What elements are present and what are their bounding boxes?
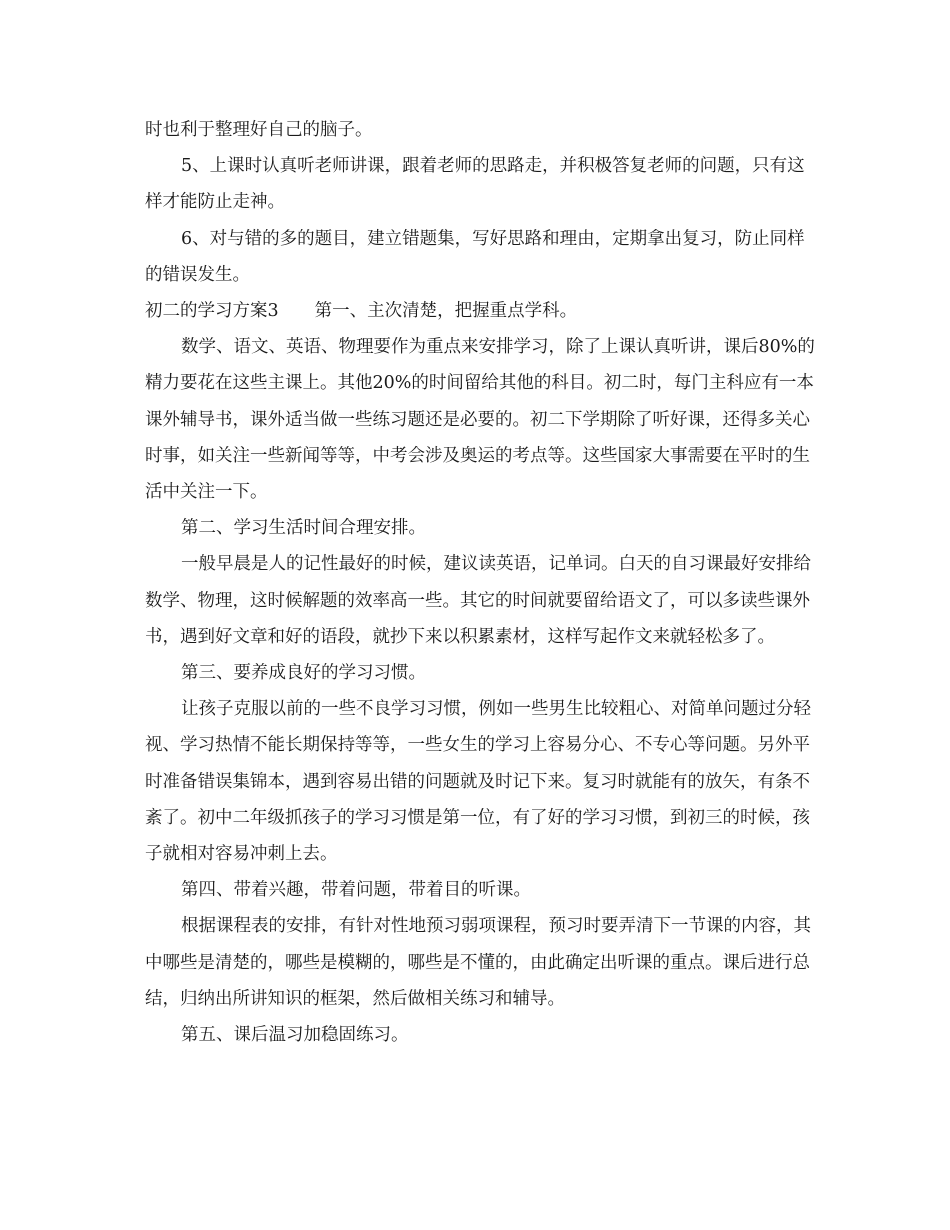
paragraph-listening-in-class: 根据课程表的安排，有针对性地预习弱项课程，预习时要弄清下一节课的内容，其中哪些是清楚的，哪些是模糊的，哪些是不懂的，由此确定出听课的重点。课后进行总结，归纳出所讲知识的框架，然后做相关练习和辅导。	[145, 916, 811, 1009]
paragraph-point-5: 5、上课时认真听老师讲课，跟着老师的思路走，并积极答复老师的问题，只有这样才能防止走神。	[145, 156, 805, 213]
point-heading-4: 第四、带着兴趣，带着问题，带着目的听课。	[181, 880, 531, 901]
paragraph-key-subjects: 数学、语文、英语、物理要作为重点来安排学习，除了上课认真听讲，课后80%的精力要花在这些主课上。其他20%的时间留给其他的科目。初二时，每门主科应有一本课外辅导书，课外适当做一些练习题还是必要的。初二下学期除了听好课，还得多关心时事，如关注一些新闻等等，中考会涉及奥运的考点等。这些国家大事需要在平时的生活中关注一下。	[145, 337, 815, 503]
paragraph-study-habits: 让孩子克服以前的一些不良学习习惯，例如一些男生比较粗心、对简单问题过分轻视、学习热情不能长期保持等等，一些女生的学习上容易分心、不专心等问题。另外平时准备错误集锦本，遇到容易出错的问题就及时记下来。复习时就能有的放矢，有条不紊了。初中二年级抓孩子的学习习惯是第一位，有了好的学习习惯，到初三的时候，孩子就相对容易冲刺上去。	[145, 699, 811, 865]
section-heading-line	[145, 293, 815, 329]
document-body	[145, 112, 815, 1053]
section-title: 初二的学习方案3	[145, 301, 279, 322]
paragraph-time-arrangement: 一般早晨是人的记性最好的时候，建议读英语，记单词。白天的自习课最好安排给数学、物理，这时候解题的效率高一些。其它的时间就要留给语文了，可以多读些课外书，遇到好文章和好的语段，就抄下来以积累素材，这样写起作文来就轻松多了。	[145, 554, 811, 647]
point-heading-2: 第二、学习生活时间合理安排。	[181, 518, 426, 539]
point-heading-3: 第三、要养成良好的学习习惯。	[181, 663, 426, 684]
section-first-point: 第一、主次清楚，把握重点学科。	[314, 301, 578, 322]
paragraph-continuation: 时也利于整理好自己的脑子。	[145, 120, 373, 140]
point-heading-5: 第五、课后温习加稳固练习。	[181, 1025, 409, 1046]
paragraph-point-6: 6、对与错的多的题目，建立错题集，写好思路和理由，定期拿出复习，防止同样的错误发生。	[145, 228, 805, 285]
